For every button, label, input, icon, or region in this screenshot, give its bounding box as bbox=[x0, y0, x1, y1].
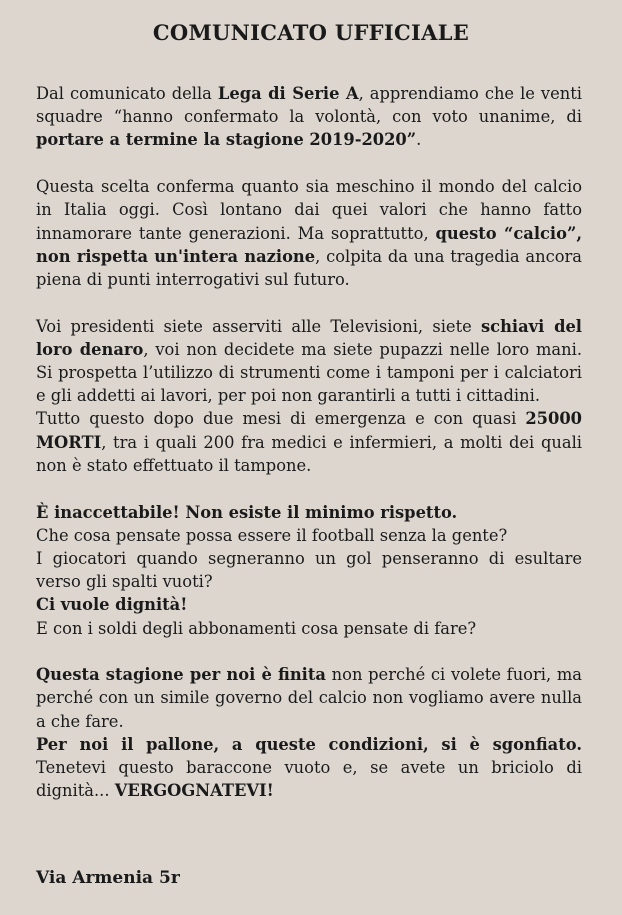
text-segment: , voi non decidete ma siete pupazzi nelle loro mani. Si prospetta l’utilizzo di strumenti come i tamponi per i calciatori e gli addetti ai lavori, per poi non garantirli a tutti i cittadini. bbox=[36, 339, 582, 406]
paragraph-lega bbox=[36, 82, 582, 152]
bold-segment: Questa stagione per noi è finita bbox=[36, 665, 326, 685]
bold-line: Ci vuole dignità! bbox=[36, 595, 188, 615]
bold-segment: schiavi del loro denaro bbox=[36, 316, 582, 359]
text-segment: , apprendiamo che le venti squadre “hanno confermato la volontà, con voto unanime, di bbox=[36, 84, 582, 127]
document-body bbox=[36, 82, 582, 802]
bold-segment: 25000 MORTI bbox=[36, 409, 582, 452]
bold-line: Per noi il pallone, a queste condizioni, si è sgonfiato. bbox=[36, 734, 582, 754]
text-line: I giocatori quando segneranno un gol penseranno di esultare verso gli spalti vuoti? bbox=[36, 548, 582, 592]
text-segment: Tenetevi questo baraccone vuoto e, se avete un briciolo di dignità... bbox=[36, 758, 582, 801]
bold-segment: questo “calcio”, non rispetta un'intera nazione bbox=[36, 223, 582, 266]
paragraph-gap bbox=[36, 291, 582, 315]
text-segment: Voi presidenti siete asserviti alle Televisioni, siete bbox=[36, 316, 482, 336]
paragraph-presidenti bbox=[36, 315, 582, 408]
paragraph-emergenza bbox=[36, 407, 582, 477]
document-title: COMUNICATO UFFICIALE bbox=[152, 20, 470, 45]
bold-segment: portare a termine la stagione 2019-2020” bbox=[36, 130, 417, 150]
paragraph-pallone bbox=[36, 733, 582, 756]
signature: Via Armenia 5r bbox=[36, 868, 180, 888]
text-segment: Tutto questo dopo due mesi di emergenza e con quasi bbox=[36, 409, 526, 429]
text-line: E con i soldi degli abbonamenti cosa pensate di fare? bbox=[36, 618, 477, 638]
text-segment: , tra i quali 200 fra medici e infermieri, a molti dei quali non è stato effettuato il tampone. bbox=[36, 432, 582, 475]
text-segment: Questa scelta conferma quanto sia meschino il mondo del calcio in Italia oggi. Così lontano dai quei valori che hanno fatto innamorare tante generazioni. Ma soprattutto, bbox=[36, 177, 582, 243]
text-segment: . bbox=[416, 130, 422, 150]
paragraph-stagione bbox=[36, 663, 582, 733]
text-segment: , colpita da una tragedia ancora piena di punti interrogativi sul futuro. bbox=[36, 246, 582, 289]
bold-segment: VERGOGNATEVI! bbox=[114, 781, 274, 801]
paragraph-scelta bbox=[36, 175, 582, 291]
text-segment: non perché ci volete fuori, ma perché con un simile governo del calcio non vogliamo avere nulla a che fare. bbox=[36, 665, 582, 731]
paragraph-inaccettabile bbox=[36, 501, 582, 640]
bold-segment: Lega di Serie A bbox=[217, 84, 359, 103]
paragraph-gap bbox=[36, 477, 582, 501]
text-line: Che cosa pensate possa essere il football senza la gente? bbox=[36, 525, 508, 545]
text-segment: Dal comunicato della bbox=[36, 84, 218, 103]
paragraph-vergogna bbox=[36, 756, 582, 802]
paragraph-gap bbox=[36, 640, 582, 664]
bold-line: È inaccettabile! Non esiste il minimo rispetto. bbox=[36, 502, 458, 522]
paragraph-gap bbox=[36, 152, 582, 176]
